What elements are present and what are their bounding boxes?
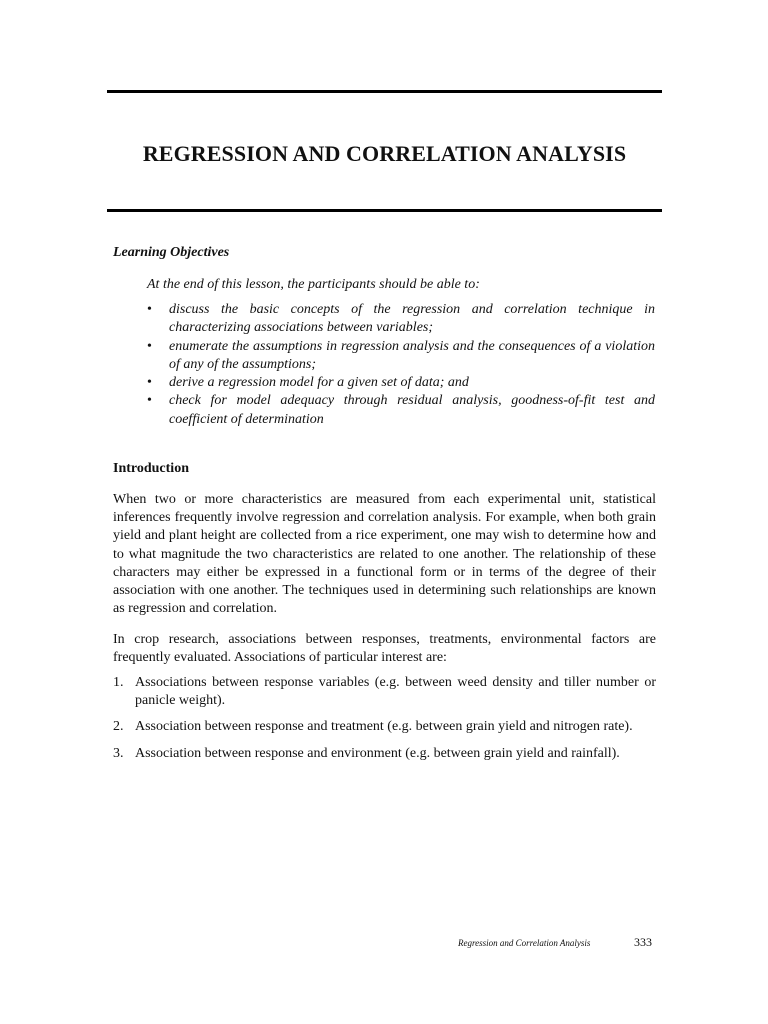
introduction-paragraph: In crop research, associations between responses, treatments, environmental factors are frequently evaluated. Associations of particular interest are: xyxy=(113,632,656,666)
association-list xyxy=(113,674,656,771)
list-item-text: Association between response and environment (e.g. between grain yield and rainfall). xyxy=(135,745,620,761)
bullet-icon: • xyxy=(147,302,152,317)
objective-item xyxy=(147,338,655,375)
objective-text: derive a regression model for a given set of data; and xyxy=(169,375,469,391)
introduction-heading: Introduction xyxy=(113,461,189,476)
learning-objectives-list xyxy=(147,301,655,429)
list-number: 2. xyxy=(113,719,124,735)
learning-objectives-intro: At the end of this lesson, the participants should be able to: xyxy=(147,277,480,292)
list-number: 3. xyxy=(113,745,124,761)
list-item-text: Association between response and treatment (e.g. between grain yield and nitrogen rate). xyxy=(135,719,633,735)
list-item-text: Associations between response variables (e.g. between weed density and tiller number or panicle weight). xyxy=(135,675,656,709)
top-rule xyxy=(107,90,662,93)
bullet-icon: • xyxy=(147,338,152,354)
list-number: 1. xyxy=(113,675,124,690)
objective-text: check for model adequacy through residual analysis, goodness-of-fit test and coefficient of determination xyxy=(169,393,655,427)
learning-objectives-heading: Learning Objectives xyxy=(113,245,230,260)
objective-text: discuss the basic concepts of the regression and correlation technique in characterizing associations between variables; xyxy=(169,302,655,336)
bottom-rule xyxy=(107,209,662,212)
objective-item xyxy=(147,374,655,392)
list-item xyxy=(113,718,656,736)
footer-running-title: Regression and Correlation Analysis xyxy=(458,938,591,948)
list-item xyxy=(113,745,656,763)
objective-item xyxy=(147,392,655,429)
page-number: 333 xyxy=(634,935,652,949)
introduction-paragraph: When two or more characteristics are measured from each experimental unit, statistical inferences frequently involve regression and correlation analysis. For example, when both grain yield and plant height are collected from a rice experiment, one may wish to determine how and to what magnitude the two characteristics are related to one another. The relationship of these characters may either be expressed in a functional form or in terms of the degree of their association with one another. The techniques used in determining such relationships are known as regression and correlation. xyxy=(113,492,656,617)
list-item xyxy=(113,674,656,710)
objective-item xyxy=(147,301,655,338)
bullet-icon: • xyxy=(147,393,152,409)
bullet-icon: • xyxy=(147,375,152,391)
objective-text: enumerate the assumptions in regression analysis and the consequences of a violation of any of the assumptions; xyxy=(169,338,655,372)
page-title: REGRESSION AND CORRELATION ANALYSIS xyxy=(142,141,627,166)
